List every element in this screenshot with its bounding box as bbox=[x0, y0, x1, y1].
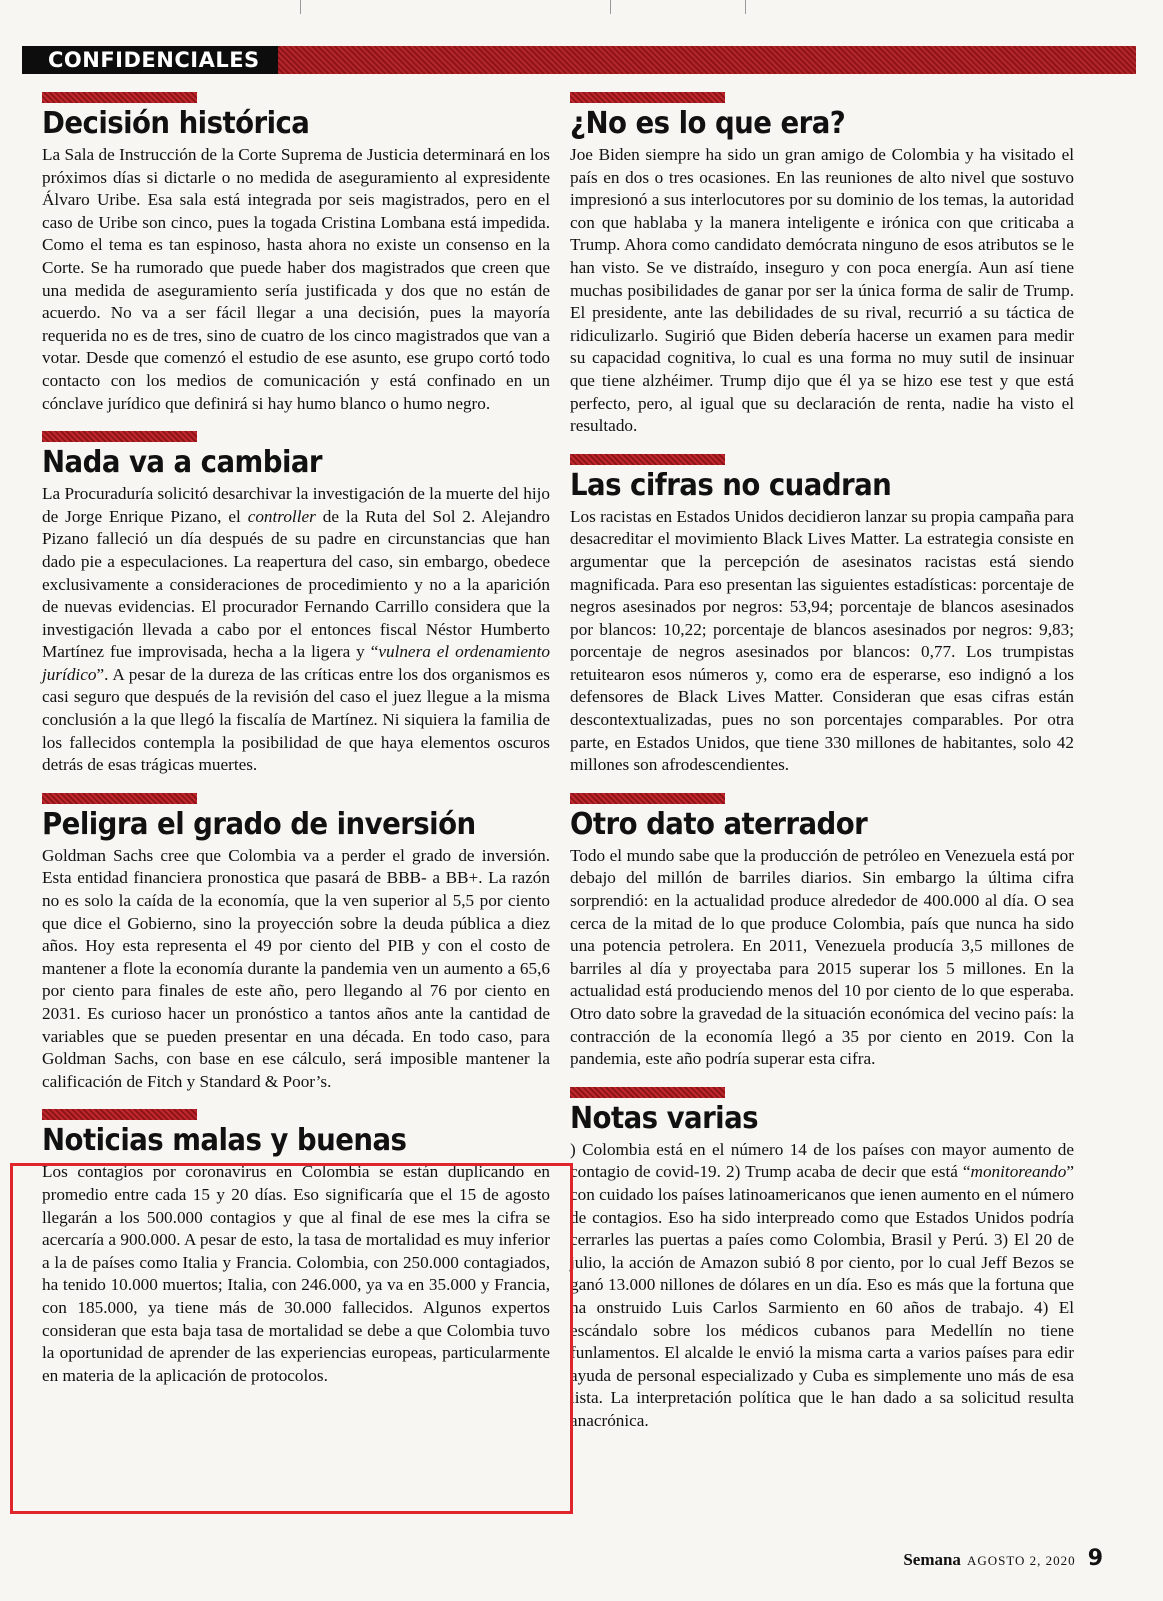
article-body: Los contagios por coronavirus en Colombia se están duplicando en promedio entre cada 15 y 20 días. Eso significaría que el 15 de agosto llegarán a los 500.000 contagios y que al final de ese mes la cifra se acercaría a 900.000. A pesar de esto, la tasa de mortalidad es muy inferior a la de países como Italia y Francia. Colombia, con 250.000 contagiados, ha tenido 10.000 muertos; Italia, con 246.000, ya va en 35.000 y Francia, con 185.000, ya tiene más de 30.000 fallecidos. Algunos expertos consideran que esta baja tasa de mortalidad se debe a que Colombia tuvo la oportunidad de aprender de las experiencias europeas, particularmente en materia de la aplicación de protocolos. bbox=[42, 1162, 550, 1385]
article-decision-historica bbox=[42, 92, 550, 415]
article-body: Todo el mundo sabe que la producción de petróleo en Venezuela está por debajo del millón de barriles diarios. Sin embargo la última cifra sorprendió: en la actualidad produce alrededor de 400.000 al día. O sea cerca de la mitad de lo que produce Colombia, país que nunca ha sido una potencia petrolera. En 2011, Venezuela producía 3,5 millones de barriles al día y proyectaba para 2015 superar los 5 millones. En la actualidad está produciendo menos del 10 por ciento de lo que esperaba. Otro dato sobre la gravedad de la situación económica del vecino país: la contracción de la economía llegó a 35 por ciento en 2019. Con la pandemia, este año podría superar esta cifra. bbox=[570, 845, 1074, 1069]
article-body: La Procuraduría solicitó desarchivar la investigación de la muerte del hijo de Jorge Enrique Pizano, el controller de la Ruta del Sol 2. Alejandro Pizano falleció un día después de su padre en circunstancias que han dado pie a especulaciones. La reapertura del caso, sin embargo, obedece exclusivamente a consideraciones de procedimiento y no a la aparición de nuevas evidencias. El procurador Fernando Carrillo considera que la investigación llevada a cabo por el entonces fiscal Néstor Humberto Martínez fue improvisada, hecha a la ligera y “vulnera el ordenamiento jurídico”. A pesar de la dureza de las críticas entre los dos organismos es casi seguro que después de la revisión del caso el juez llegue a la misma conclusión a la que llegó la fiscalía de Martínez. Ni siquiera la familia de los fallecidos contempla la posibilidad de que haya elementos oscuros detrás de esas trágicas muertes. bbox=[42, 484, 550, 775]
headline-accent-bar bbox=[570, 793, 725, 804]
article-title: Noticias malas y buenas bbox=[42, 1123, 407, 1159]
article-cifras-no-cuadran bbox=[570, 454, 1074, 777]
headline-accent-bar bbox=[570, 454, 725, 465]
article-body: Goldman Sachs cree que Colombia va a perder el grado de inversión. Esta entidad financiera pronostica que pasará de BBB- a BB+. La razón no es solo la caída de la economía, que la ven superior al 5,5 por ciento que dice el Gobierno, sino la proyección sobre la deuda pública a diez años. Hoy esta representa el 49 por ciento del PIB y con el costo de mantener a flote la economía durante la pandemia ven un aumento a 65,6 por ciento para finales de este año, pero llegando al 76 por ciento en 2031. Es curioso hacer un pronóstico a tantos años ante la cantidad de variables que se pueden presentar en una década. En todo caso, para Goldman Sachs, con base en ese cálculo, será imposible mantener la calificación de Fitch y Standard & Poor’s. bbox=[42, 845, 550, 1091]
right-column bbox=[570, 92, 1074, 1449]
crop-marks bbox=[0, 0, 1163, 20]
article-peligra-grado-inversion bbox=[42, 793, 550, 1094]
headline-accent-bar bbox=[42, 92, 197, 103]
article-title: Nada va a cambiar bbox=[42, 445, 322, 481]
article-title: ¿No es lo que era? bbox=[570, 106, 846, 141]
page-footer bbox=[903, 1546, 1103, 1571]
headline-accent-bar bbox=[42, 793, 197, 804]
page-number: 9 bbox=[1087, 1546, 1103, 1571]
article-notas-varias bbox=[570, 1087, 1074, 1433]
article-title: Notas varias bbox=[570, 1100, 759, 1136]
article-noticias-malas-buenas bbox=[42, 1109, 550, 1387]
article-no-es-lo-que-era bbox=[570, 92, 1074, 438]
article-body: Joe Biden siempre ha sido un gran amigo de Colombia y ha visitado el país en dos o tres ocasiones. En las reuniones de alto nivel que sostuvo impresionó a sus interlocutores por su dominio de los temas, la autoridad con que hablaba y la manera inteligente e irónica con que criticaba a Trump. Ahora como candidato demócrata ninguno de esos atributos se le han visto. Se ve distraído, inseguro y con poca energía. Aun así tiene muchas posibilidades de ganar por ser la única forma de salir de Trump. El presidente, ante las debilidades de su rival, recurrió a su táctica de ridiculizarlo. Sugirió que Biden debería hacerse un examen para medir su capacidad cognitiva, lo cual es una forma no muy sutil de insinuar que tiene alzhéimer. Trump dijo que él ya se hizo ese test y que está perfecto, pero, al igual que su declaración de renta, nadie ha visto el resultado. bbox=[570, 145, 1074, 436]
article-body: Los racistas en Estados Unidos decidieron lanzar su propia campaña para desacreditar el movimiento Black Lives Matter. La estrategia consiste en argumentar que la percepción de asesinatos racistas está siendo magnificada. Para eso presentan las siguientes estadísticas: porcentaje de negros asesinados por negros: 53,94; porcentaje de blancos asesinados por blancos: 10,22; porcentaje de blancos asesinados por negros: 9,83; porcentaje de negros asesinados por blancos: 0,77. Los trumpistas retuitearon esos números y, como era de esperarse, eso indignó a los defensores de Black Lives Matter. Consideran que esas cifras están descontextualizadas, pues no son porcentajes comparables. Por otra parte, en Estados Unidos, que tiene 330 millones de habitantes, solo 42 millones son afrodescendientes. bbox=[570, 506, 1074, 775]
headline-accent-bar bbox=[42, 431, 197, 442]
article-nada-va-a-cambiar bbox=[42, 431, 550, 777]
left-column bbox=[42, 92, 550, 1403]
magazine-name: Semana bbox=[903, 1550, 961, 1569]
headline-accent-bar bbox=[42, 1109, 197, 1120]
section-header-label: CONFIDENCIALES bbox=[22, 46, 278, 74]
headline-accent-bar bbox=[570, 1087, 725, 1098]
section-header-bar bbox=[22, 46, 1136, 74]
article-title: Otro dato aterrador bbox=[570, 806, 868, 842]
article-otro-dato-aterrador bbox=[570, 793, 1074, 1071]
issue-date: AGOSTO 2, 2020 bbox=[966, 1553, 1076, 1568]
article-title: Peligra el grado de inversión bbox=[42, 806, 476, 842]
article-title: Decisión histórica bbox=[42, 106, 310, 141]
headline-accent-bar bbox=[570, 92, 725, 103]
article-body: ) Colombia está en el número 14 de los países con mayor aumento de contagio de covid-19. 2) Trump acaba de decir que está “monitoreando” con cuidado los países latinoamericanos que ienen aumento en el número de contagios. Eso ha sido interpreado como que Estados Unidos podría cerrarles las puertas a paíes como Colombia, Brasil y Perú. 3) El 20 de julio, la acción de Amazon subió 8 por ciento, por lo cual Jeff Bezos se ganó 13.000 nillones de dólares en un día. Eso es más que la fortuna que ha onstruido Luis Carlos Sarmiento en 60 años de trabajo. 4) El escándalo sobre los médicos cubanos para Medellín no tiene funlamentos. El alcalde le envió la misma carta a varios países para edir ayuda de personal especializado y Cuba es simplemente uno más de esa lista. La interpretación política que le han dado a sa solicitud resulta anacrónica. bbox=[570, 1139, 1075, 1430]
article-title: Las cifras no cuadran bbox=[570, 467, 892, 503]
article-body: La Sala de Instrucción de la Corte Suprema de Justicia determinará en los próximos días si dictarle o no medida de aseguramiento al expresidente Álvaro Uribe. Esa sala está integrada por seis magistrados, pero en el caso de Uribe son cinco, pues la togada Cristina Lombana está impedida. Como el tema es tan espinoso, hasta ahora no existe un consenso en la Corte. Se ha rumorado que puede haber dos magistrados que creen que una medida de aseguramiento sería justificada y dos que no están de acuerdo. No va a ser fácil llegar a una decisión, pues la mayoría requerida no es de tres, sino de cuatro de los cinco magistrados que van a votar. Desde que comenzó el estudio de ese asunto, ese grupo cortó todo contacto con los medios de comunicación y está confinado en un cónclave jurídico que definirá si hay humo blanco o humo negro. bbox=[42, 145, 550, 413]
